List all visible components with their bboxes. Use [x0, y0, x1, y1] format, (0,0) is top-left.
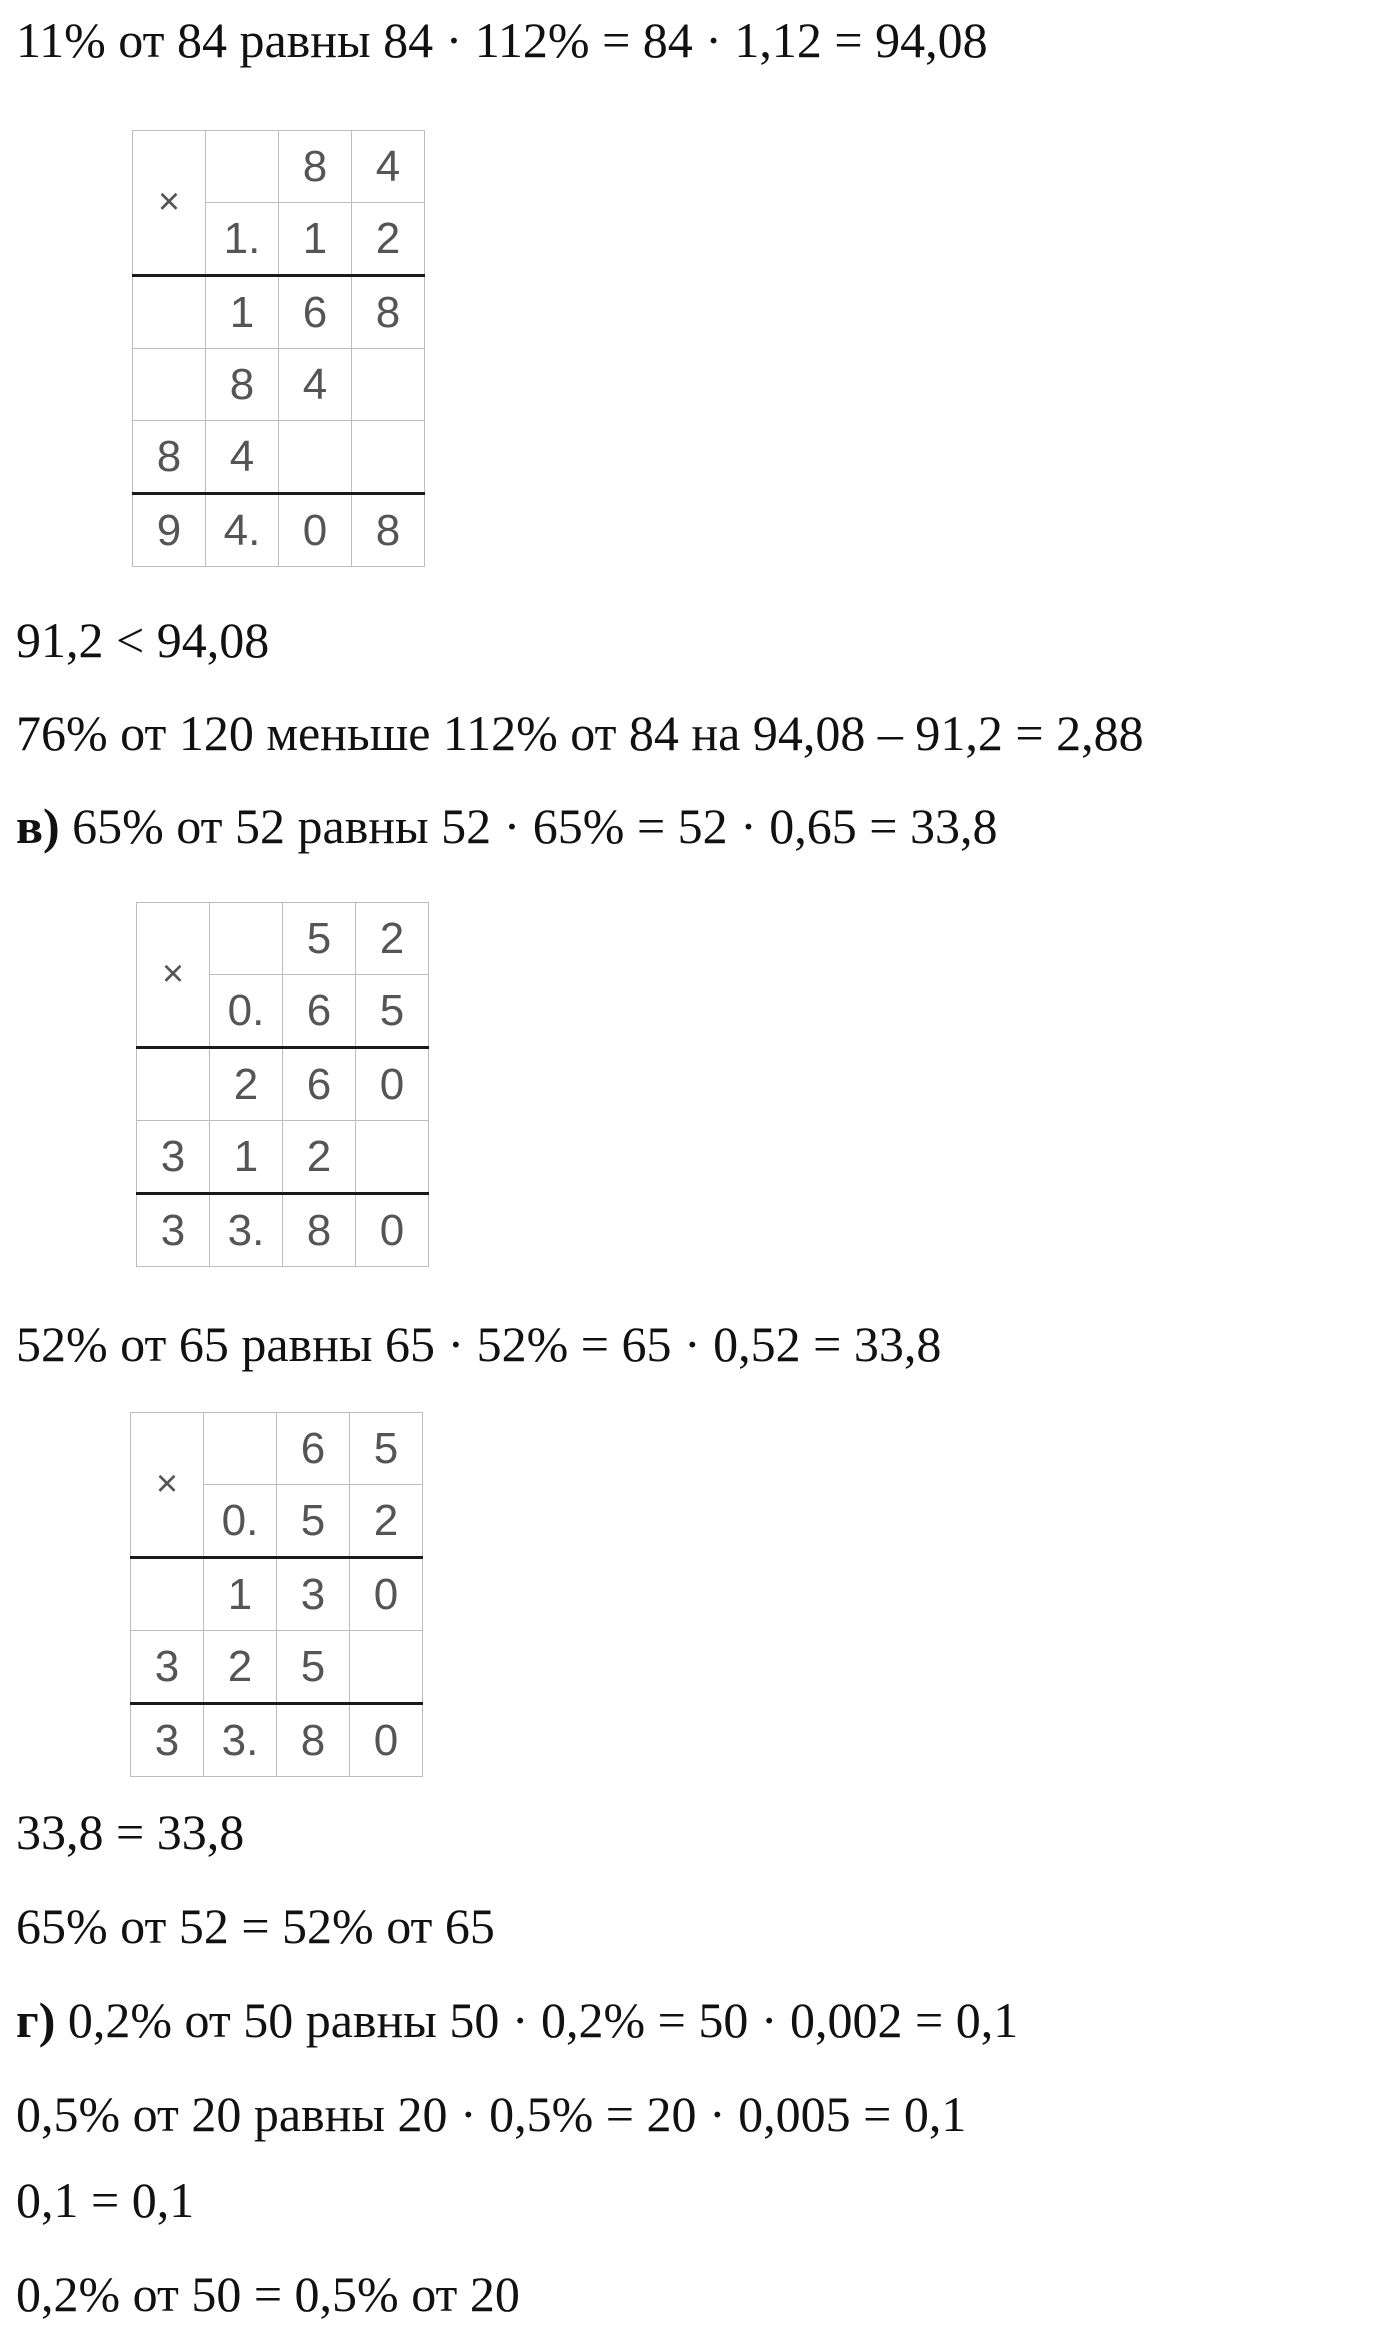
conclusion-line: 76% от 120 меньше 112% от 84 на 94,08 – 91,2 = 2,88 — [16, 705, 1144, 761]
cell: 8 — [279, 131, 352, 203]
multiplication-table-84x1.12 — [132, 130, 425, 567]
cell: 1 — [204, 1558, 277, 1631]
cell: 5 — [350, 1413, 423, 1485]
conclusion-line: 0,2% от 50 = 0,5% от 20 — [16, 2266, 520, 2322]
cell: 0 — [279, 494, 352, 567]
cell: 9 — [133, 494, 206, 567]
multiplication-table-65x0.52 — [130, 1412, 423, 1777]
comparison-line: 33,8 = 33,8 — [16, 1804, 245, 1860]
cell: 8 — [133, 421, 206, 494]
cell: 2 — [283, 1121, 356, 1194]
cell — [352, 349, 425, 421]
cell — [133, 349, 206, 421]
cell: 3 — [137, 1194, 210, 1267]
cell — [133, 276, 206, 349]
cell: 0. — [204, 1485, 277, 1558]
cell: 0 — [356, 1194, 429, 1267]
cell: 3 — [131, 1704, 204, 1777]
cell: 3 — [277, 1558, 350, 1631]
cell: 2 — [350, 1485, 423, 1558]
cell: 3. — [210, 1194, 283, 1267]
cell: 3 — [131, 1631, 204, 1704]
cell: 8 — [277, 1704, 350, 1777]
conclusion-line: 65% от 52 = 52% от 65 — [16, 1898, 495, 1954]
cell: 8 — [206, 349, 279, 421]
equation-line: 52% от 65 равны 65 · 52% = 65 · 0,52 = 33,8 — [16, 1316, 942, 1372]
cell — [356, 1121, 429, 1194]
multiply-sign: × — [137, 903, 210, 1048]
cell: 6 — [283, 1048, 356, 1121]
comparison-line: 0,1 = 0,1 — [16, 2172, 195, 2228]
cell: 6 — [277, 1413, 350, 1485]
cell — [210, 903, 283, 975]
cell: 4 — [352, 131, 425, 203]
cell — [131, 1558, 204, 1631]
cell — [352, 421, 425, 494]
section-label: г) — [16, 1992, 56, 2048]
equation-line: 11% от 84 равны 84 · 112% = 84 · 1,12 = 94,08 — [16, 12, 988, 68]
section-g-line — [16, 1990, 1018, 2050]
equation-text: 65% от 52 равны 52 · 65% = 52 · 0,65 = 33,8 — [59, 798, 998, 854]
cell: 5 — [277, 1485, 350, 1558]
multiply-sign: × — [131, 1413, 204, 1558]
cell: 2 — [352, 203, 425, 276]
cell: 6 — [279, 276, 352, 349]
section-v-line — [16, 796, 998, 856]
cell: 8 — [283, 1194, 356, 1267]
cell: 5 — [283, 903, 356, 975]
cell: 1 — [279, 203, 352, 276]
cell: 5 — [356, 975, 429, 1048]
cell: 2 — [356, 903, 429, 975]
cell: 0 — [356, 1048, 429, 1121]
section-label: в) — [16, 798, 60, 854]
cell — [350, 1631, 423, 1704]
cell: 4. — [206, 494, 279, 567]
cell: 3 — [137, 1121, 210, 1194]
cell: 0 — [350, 1704, 423, 1777]
cell — [137, 1048, 210, 1121]
cell: 0 — [350, 1558, 423, 1631]
cell: 3. — [204, 1704, 277, 1777]
cell: 0. — [210, 975, 283, 1048]
cell — [279, 421, 352, 494]
cell: 8 — [352, 276, 425, 349]
cell — [204, 1413, 277, 1485]
comparison-line: 91,2 < 94,08 — [16, 612, 270, 668]
multiplication-table-52x0.65 — [136, 902, 429, 1267]
cell: 8 — [352, 494, 425, 567]
cell: 1 — [210, 1121, 283, 1194]
cell: 2 — [210, 1048, 283, 1121]
multiply-sign: × — [133, 131, 206, 276]
cell: 1. — [206, 203, 279, 276]
equation-line: 0,5% от 20 равны 20 · 0,5% = 20 · 0,005 = 0,1 — [16, 2086, 967, 2142]
cell: 4 — [206, 421, 279, 494]
equation-text: 0,2% от 50 равны 50 · 0,2% = 50 · 0,002 = 0,1 — [55, 1992, 1019, 2048]
cell: 4 — [279, 349, 352, 421]
cell: 6 — [283, 975, 356, 1048]
cell: 1 — [206, 276, 279, 349]
cell: 5 — [277, 1631, 350, 1704]
cell — [206, 131, 279, 203]
cell: 2 — [204, 1631, 277, 1704]
